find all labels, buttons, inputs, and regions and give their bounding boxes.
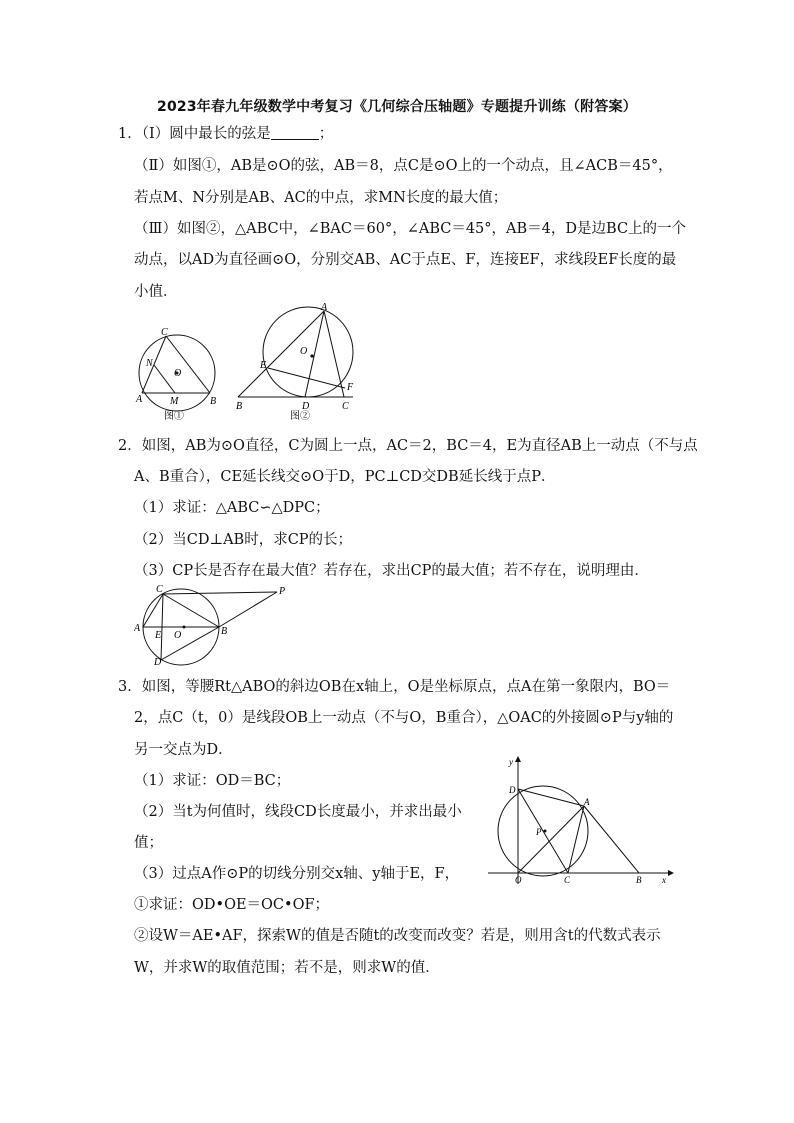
q3-figure bbox=[488, 756, 674, 884]
fig1-caption: 图① bbox=[164, 411, 184, 422]
q1-part1-text: （I）圆中最长的弦是 bbox=[141, 126, 271, 142]
q2-fig-label-o: O bbox=[174, 630, 182, 641]
fig2-label-a: A bbox=[321, 302, 328, 313]
q2-fig-segment-ac bbox=[143, 594, 163, 627]
q1-figure-2 bbox=[228, 300, 364, 424]
q2-part-3: （3）CP长是否存在最大值？若存在，求出CP的最大值；若不存在，说明理由． bbox=[134, 563, 649, 579]
q3-stem-line-3: 另一交点为D． bbox=[134, 742, 233, 758]
q1-part1-end: ； bbox=[318, 126, 334, 142]
fig2-label-f: F bbox=[347, 382, 354, 393]
q3-fig-label-c: C bbox=[564, 875, 571, 884]
fig1-label-n: N bbox=[146, 358, 153, 369]
fig2-label-b: B bbox=[236, 401, 243, 412]
q3-fig-segment-da bbox=[518, 789, 584, 806]
fig2-center-dot bbox=[310, 354, 313, 357]
q3-fig-x-arrow-icon bbox=[668, 870, 674, 876]
q1-part2-line-1: （Ⅱ）如图①，AB是⊙O的弦，AB＝8，点C是⊙O上的一个动点，且∠ACB＝45°， bbox=[134, 158, 673, 174]
fig1-label-b: B bbox=[210, 396, 217, 407]
q1-part3-line-2: 动点，以AD为直径画⊙O，分别交AB、AC于点E、F，连接EF，求线段EF长度的最 bbox=[134, 252, 677, 268]
q2-figure bbox=[134, 584, 294, 668]
q2-number: 2． bbox=[118, 438, 142, 454]
q2-fig-segment-bp bbox=[219, 592, 277, 627]
q2-fig-label-d: D bbox=[154, 657, 162, 668]
page-title: 2023年春九年级数学中考复习《几何综合压轴题》专题提升训练（附答案） bbox=[157, 99, 637, 115]
q1-figure-1 bbox=[130, 326, 230, 424]
q2-part-1: （1）求证：△ABC∽△DPC； bbox=[134, 500, 330, 516]
fig2-label-d: D bbox=[302, 401, 310, 412]
q3-fig-label-b: B bbox=[636, 875, 642, 884]
q2-stem-line-2: A、B重合），CE延长线交⊙O于D，PC⊥CD交DB延长线于点P． bbox=[134, 469, 556, 485]
q2-stem-line-1: 如图，AB为⊙O直径，C为圆上一点，AC＝2，BC＝4，E为直径AB上一动点（不与点 bbox=[141, 438, 698, 454]
q3-fig-segment-ab bbox=[584, 806, 639, 873]
q3-fig-center-dot bbox=[544, 830, 547, 833]
fig2-label-c: C bbox=[342, 401, 349, 412]
q2-fig-label-b: B bbox=[221, 626, 228, 637]
q3-part-3: （3）过点A作⊙P的切线分别交x轴、y轴于E，F， bbox=[134, 866, 460, 882]
q3-number: 3． bbox=[118, 679, 142, 695]
q3-fig-label-p: P bbox=[536, 827, 542, 837]
q3-fig-segment-dc bbox=[518, 789, 568, 873]
fig1-label-o: O bbox=[174, 368, 182, 379]
fig2-side-ab bbox=[238, 311, 324, 397]
q3-fig-y-arrow-icon bbox=[515, 756, 521, 762]
fig2-side-ac bbox=[324, 311, 344, 397]
fig1-label-c: C bbox=[161, 327, 168, 338]
q2-line-1 bbox=[118, 436, 698, 456]
q3-part-1: （1）求证：OD＝BC； bbox=[134, 773, 291, 789]
fig1-label-a: A bbox=[136, 394, 143, 405]
fig2-label-o: O bbox=[300, 346, 308, 357]
q2-fig-segment-cb bbox=[163, 594, 219, 627]
q2-fig-label-p: P bbox=[279, 586, 286, 597]
q3-fig-label-o: O bbox=[515, 875, 522, 884]
q2-fig-label-c: C bbox=[156, 584, 163, 595]
fig2-segment-ef bbox=[268, 368, 345, 388]
q2-fig-label-a: A bbox=[134, 623, 141, 634]
q3-fig-label-x: x bbox=[662, 875, 666, 884]
q3-stem-line-2: 2，点C（t，0）是线段OB上一动点（不与O，B重合），△OAC的外接圆⊙P与y轴的 bbox=[134, 710, 674, 726]
fig1-label-m: M bbox=[170, 396, 179, 407]
fig2-caption: 图② bbox=[290, 411, 310, 422]
q2-fig-label-e: E bbox=[155, 630, 162, 641]
q3-fig-label-y: y bbox=[509, 757, 513, 767]
q1-part2-line-2: 若点M、N分别是AB、AC的中点，求MN长度的最大值； bbox=[134, 190, 508, 206]
q2-part-2: （2）当CD⊥AB时，求CP的长； bbox=[134, 532, 353, 548]
q3-part-3-sub-2-line-2: W，并求W的取值范围；若不是，则求W的值． bbox=[134, 960, 440, 976]
fig1-segment-bc bbox=[166, 336, 210, 393]
q1-number: 1． bbox=[118, 126, 142, 142]
q1-answer-blank bbox=[271, 125, 319, 140]
fig2-diameter-ad bbox=[305, 311, 324, 397]
q3-part-3-sub-1: ①求证：OD•OE＝OC•OF； bbox=[134, 897, 330, 913]
q1-line-1 bbox=[118, 124, 333, 144]
q1-part3-line-3: 小值． bbox=[134, 284, 178, 300]
q2-fig-center-dot bbox=[183, 626, 186, 629]
q3-fig-label-a: A bbox=[584, 797, 590, 807]
fig1-segment-mn bbox=[154, 365, 175, 393]
q1-part3-line-1: （Ⅲ）如图②，△ABC中，∠BAC＝60°，∠ABC＝45°，AB＝4，D是边BC上的一个 bbox=[134, 221, 687, 237]
q3-fig-segment-ca bbox=[568, 806, 584, 873]
q3-part-2-line-1: （2）当t为何值时，线段CD长度最小，并求出最小 bbox=[134, 804, 462, 820]
q2-fig-segment-cp bbox=[163, 592, 277, 594]
q3-part-3-sub-2-line-1: ②设W＝AE•AF，探索W的值是否随t的改变而改变？若是，则用含t的代数式表示 bbox=[134, 928, 661, 944]
fig2-label-e: E bbox=[260, 360, 267, 371]
q3-line-1 bbox=[118, 677, 670, 697]
q3-fig-label-d: D bbox=[509, 785, 516, 795]
q3-stem-line-1: 如图，等腰Rt△ABO的斜边OB在x轴上，O是坐标原点，点A在第一象限内，BO＝ bbox=[141, 679, 671, 695]
q3-part-2-line-2: 值； bbox=[134, 835, 163, 851]
q2-fig-segment-db bbox=[161, 627, 219, 660]
